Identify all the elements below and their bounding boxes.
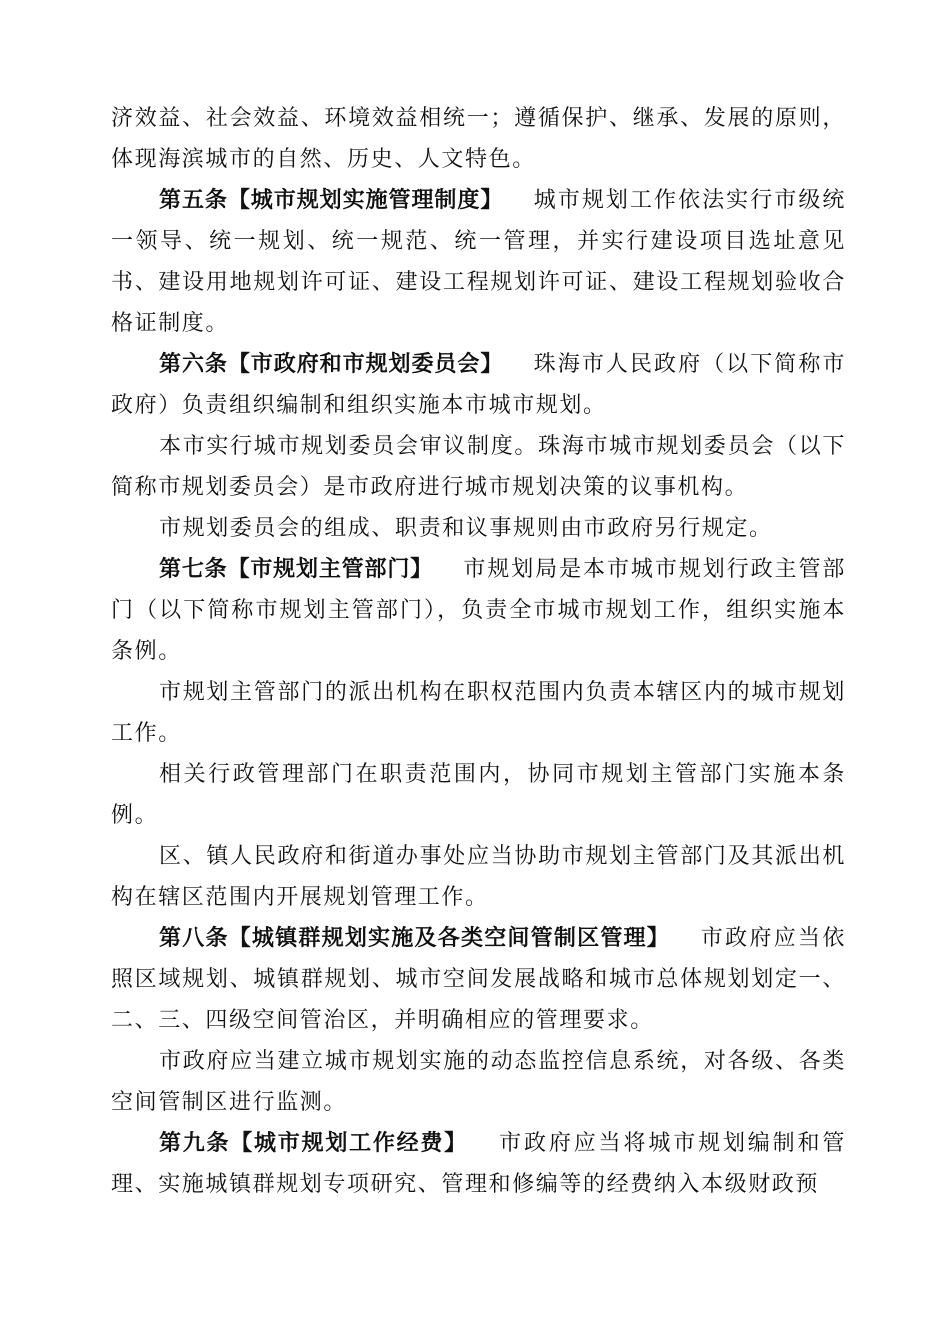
paragraph-text: 市政府应当建立城市规划实施的动态监控信息系统，对各级、各类空间管制区进行监测。 [111, 1049, 846, 1115]
article-text: 市政府应当将城市规划编制和管理、实施城镇群规划专项研究、管理和修编等的经费纳入本级财政预 [111, 1131, 846, 1197]
article-text: 市政府应当依照区域规划、城镇群规划、城市空间发展战略和城市总体规划划定一、二、三、四级空间管治区，并明确相应的管理要求。 [111, 926, 846, 1033]
article-title: 第九条【城市规划工作经费】 [159, 1131, 468, 1156]
article-title: 第八条【城镇群规划实施及各类空间管制区管理】 [159, 926, 671, 951]
article-9 [111, 1123, 846, 1205]
article-8 [111, 918, 846, 1041]
article-text: 城市规划工作依法实行市级统一领导、统一规划、统一规范、统一管理，并实行建设项目选址意见书、建设用地规划许可证、建设工程规划许可证、建设工程规划验收合格证制度。 [111, 188, 846, 336]
paragraph [111, 836, 846, 918]
paragraph-text: 济效益、社会效益、环境效益相统一；遵循保护、继承、发展的原则，体现海滨城市的自然、历史、人文特色。 [111, 106, 846, 172]
paragraph [111, 426, 846, 508]
article-text: 珠海市人民政府（以下简称市政府）负责组织编制和组织实施本市城市规划。 [111, 352, 846, 418]
paragraph-continuation [111, 98, 846, 180]
paragraph [111, 672, 846, 754]
article-5 [111, 180, 846, 344]
paragraph [111, 1041, 846, 1123]
paragraph [111, 508, 846, 549]
article-text: 市规划局是本市城市规划行政主管部门（以下简称市规划主管部门），负责全市城市规划工作，组织实施本条例。 [111, 557, 846, 664]
article-7 [111, 549, 846, 672]
paragraph-text: 相关行政管理部门在职责范围内，协同市规划主管部门实施本条例。 [111, 762, 846, 828]
article-6 [111, 344, 846, 426]
paragraph-text: 市规划委员会的组成、职责和议事规则由市政府另行规定。 [159, 516, 773, 541]
paragraph-text: 本市实行城市规划委员会审议制度。珠海市城市规划委员会（以下简称市规划委员会）是市政府进行城市规划决策的议事机构。 [111, 434, 846, 500]
paragraph [111, 754, 846, 836]
paragraph-text: 市规划主管部门的派出机构在职权范围内负责本辖区内的城市规划工作。 [111, 680, 846, 746]
article-title: 第六条【市政府和市规划委员会】 [159, 352, 504, 377]
document-body [111, 98, 846, 1205]
paragraph-text: 区、镇人民政府和街道办事处应当协助市规划主管部门及其派出机构在辖区范围内开展规划管理工作。 [111, 844, 846, 910]
article-title: 第五条【城市规划实施管理制度】 [159, 188, 504, 213]
article-title: 第七条【市规划主管部门】 [159, 557, 434, 582]
